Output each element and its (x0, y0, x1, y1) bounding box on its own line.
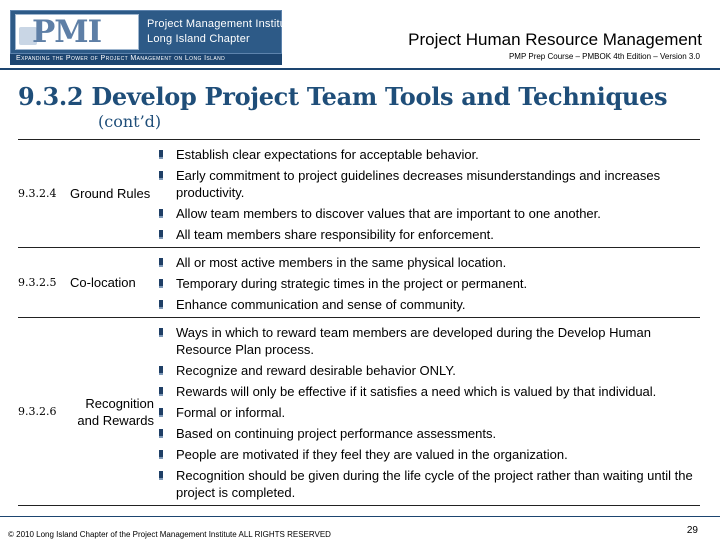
list-item: Ways in which to reward team members are developed during the Develop Human Resource Plan process. (154, 324, 700, 358)
slide-title: 9.3.2 Develop Project Team Tools and Techniques (18, 82, 668, 111)
section-topic: Recognition and Rewards (77, 395, 154, 428)
list-item: Formal or informal. (154, 404, 700, 421)
bullet-icon (159, 366, 163, 373)
list-item: Recognize and reward desirable behavior ONLY. (154, 362, 700, 379)
logo-text: PMI (32, 14, 102, 50)
bullet-icon (159, 150, 163, 157)
copyright-notice: © 2010 Long Island Chapter of the Project Management Institute ALL RIGHTS RESERVED (8, 530, 331, 539)
bullet-icon (159, 450, 163, 457)
list-item: Based on continuing project performance assessments. (154, 425, 700, 442)
list-item: Allow team members to discover values that are important to one another. (154, 205, 700, 222)
section-number: 9.3.2.5 (18, 276, 57, 289)
bullet-icon (159, 209, 163, 216)
list-item: All or most active members in the same physical location. (154, 254, 700, 271)
header-divider (0, 68, 720, 70)
list-item: Establish clear expectations for acceptable behavior. (154, 146, 700, 163)
page-number: 29 (686, 525, 698, 536)
pmi-logo (10, 10, 296, 54)
org-name-line1: Project Management Institute (147, 18, 296, 30)
section-number: 9.3.2.4 (18, 187, 57, 200)
bullet-icon (159, 258, 163, 265)
footer-divider (0, 516, 720, 517)
course-title: Project Human Resource Management (408, 30, 702, 49)
section-number: 9.3.2.6 (18, 405, 57, 418)
section-topic: Co-location (70, 275, 136, 290)
table-row (18, 139, 700, 247)
bullet-icon (159, 230, 163, 237)
bullet-icon (159, 387, 163, 394)
bullet-list (154, 140, 700, 247)
list-item: All team members share responsibility for enforcement. (154, 226, 700, 243)
bullet-icon (159, 328, 163, 335)
list-item: Enhance communication and sense of community. (154, 296, 700, 313)
list-item: Temporary during strategic times in the project or permanent. (154, 275, 700, 292)
org-name-line2: Long Island Chapter (147, 33, 250, 45)
bullet-icon (159, 429, 163, 436)
list-item: People are motivated if they feel they are valued in the organization. (154, 446, 700, 463)
bullet-icon (159, 300, 163, 307)
bullet-icon (159, 471, 163, 478)
bullet-icon (159, 279, 163, 286)
list-item: Early commitment to project guidelines decreases misunderstandings and increases productivity. (154, 167, 700, 201)
tagline: Expanding the Power of Project Management on Long Island (16, 55, 226, 62)
slide-subtitle: (cont’d) (98, 112, 162, 131)
bullet-list (154, 318, 700, 505)
pmi-logo-mark (15, 14, 139, 50)
section-topic: Ground Rules (70, 186, 151, 201)
bullet-icon (159, 408, 163, 415)
bullet-list (154, 248, 700, 317)
table-row (18, 247, 700, 317)
bullet-icon (159, 171, 163, 178)
tagline-bar (10, 54, 282, 65)
course-subtitle: PMP Prep Course – PMBOK 4th Edition – Version 3.0 (508, 52, 700, 61)
list-item: Recognition should be given during the life cycle of the project rather than waiting until the project is completed. (154, 467, 700, 501)
techniques-table (18, 139, 700, 506)
table-row (18, 317, 700, 506)
list-item: Rewards will only be effective if it satisfies a need which is valued by that individual. (154, 383, 700, 400)
